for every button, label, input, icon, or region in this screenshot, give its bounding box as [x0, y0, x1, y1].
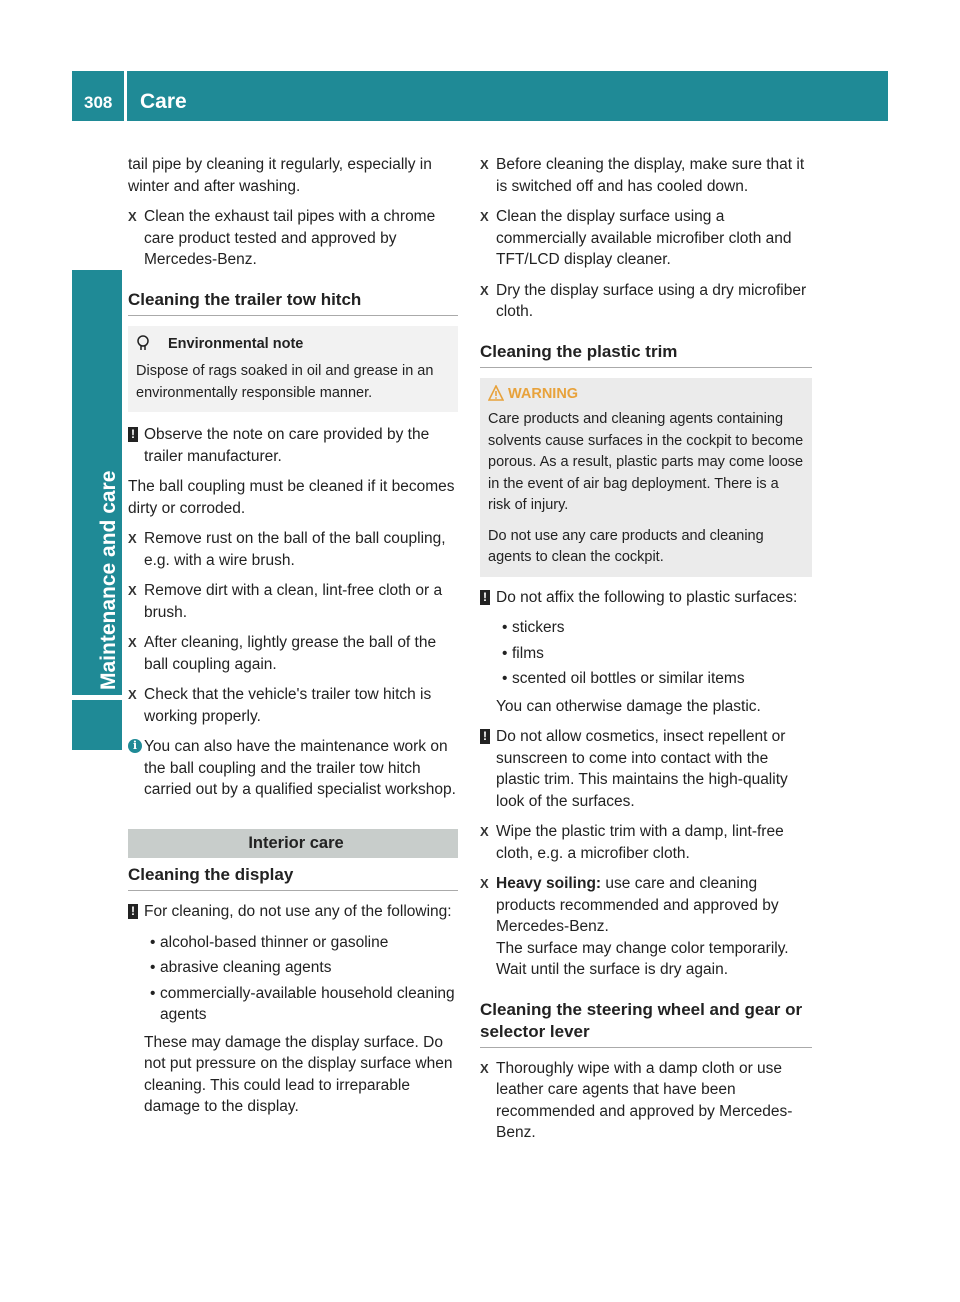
heavy-text-2: The surface may change color temporarily. Wait until the surface is dry again. [496, 939, 789, 978]
page-number: 308 [84, 93, 113, 112]
warning-triangle-icon [488, 385, 504, 401]
display-bullet-list [128, 932, 458, 1026]
header-divider [124, 71, 127, 121]
env-note-text: Dispose of rags soaked in oil and grease in an environmentally responsible manner. [136, 363, 434, 401]
step-display-2 [480, 206, 812, 271]
interior-care-band: Interior care [128, 829, 458, 859]
ball-text: The ball coupling must be cleaned if it becomes dirty or corroded. [128, 478, 455, 517]
step-heavy-soiling [480, 873, 812, 981]
notice-affix [480, 587, 812, 609]
list-item: • films [496, 643, 812, 665]
heavy-label: Heavy soiling: [496, 875, 602, 892]
x-mark-icon: X [128, 687, 137, 702]
step-ball-3 [128, 632, 458, 675]
bulb-icon [136, 335, 150, 352]
notice-text: Do not affix the following to plastic surfaces: [496, 588, 798, 606]
heading-trailer: Cleaning the trailer tow hitch [128, 289, 458, 316]
warning-text-1: Care products and cleaning agents containing solvents cause surfaces in the cockpit to become porous. As a result, plastic parts may come loose in the event of air bag deployment. There is a risk of injury. [488, 411, 804, 513]
notice-cosmetics [480, 726, 812, 812]
step-display-1 [480, 154, 812, 197]
step-text: Before cleaning the display, make sure that it is switched off and has cooled down. [496, 156, 805, 195]
notice-text: For cleaning, do not use any of the following: [144, 903, 452, 920]
x-mark-icon: X [480, 157, 489, 172]
notice-text: Do not allow cosmetics, insect repellent or sunscreen to come into contact with the plastic trim. This maintains the high-quality look of the surfaces. [496, 728, 788, 810]
exclamation-icon: ! [480, 729, 490, 744]
display-warning-text: These may damage the display surface. Do not put pressure on the display surface when cleaning. This could lead to irreparable damage to the display. [144, 1033, 453, 1115]
right-column [480, 154, 812, 1153]
affix-bullet-list [480, 617, 812, 690]
x-mark-icon: X [480, 824, 489, 839]
info-note [128, 736, 458, 801]
environmental-note [128, 326, 458, 413]
step-text: Thoroughly wipe with a damp cloth or use leather care agents that have been recommended and approved by Mercedes-Benz. [496, 1059, 793, 1141]
exclamation-icon: ! [480, 590, 490, 605]
intro-text: tail pipe by cleaning it regularly, especially in winter and after washing. [128, 156, 432, 195]
step-text: After cleaning, lightly grease the ball of the ball coupling again. [144, 634, 437, 673]
section-title: Care [140, 90, 187, 113]
notice-trailer [128, 424, 458, 467]
header-bar [72, 71, 888, 121]
step-text: Clean the display surface using a commercially available microfiber cloth and TFT/LCD display cleaner. [496, 208, 792, 268]
x-mark-icon: X [480, 209, 489, 224]
side-tab-label: Maintenance and care [97, 470, 120, 690]
step-text: Wipe the plastic trim with a damp, lint-free cloth, e.g. a microfiber cloth. [496, 823, 784, 862]
x-mark-icon: X [480, 876, 489, 891]
step-ball-1 [128, 528, 458, 571]
step-text: Dry the display surface using a dry microfiber cloth. [496, 281, 807, 320]
x-mark-icon: X [128, 635, 137, 650]
step-ball-4 [128, 684, 458, 727]
env-note-head [136, 334, 450, 356]
warning-text-2: Do not use any care products and cleaning agents to clean the cockpit. [488, 527, 764, 565]
x-mark-icon: X [480, 1060, 489, 1076]
env-note-title: Environmental note [168, 335, 304, 352]
warning-title: WARNING [508, 385, 579, 402]
list-item: • alcohol-based thinner or gasoline [144, 932, 458, 954]
heading-plastic: Cleaning the plastic trim [480, 341, 812, 368]
info-text: You can also have the maintenance work on the ball coupling and the trailer tow hitch carried out by a qualified specialist workshop. [144, 738, 456, 798]
info-icon: i [128, 739, 142, 753]
step-steering [480, 1058, 812, 1144]
step-text: Remove dirt with a clean, lint-free cloth or a brush. [144, 582, 443, 621]
side-square [72, 700, 122, 750]
heading-steering: Cleaning the steering wheel and gear or selector lever [480, 999, 812, 1048]
heavy-text: use care and cleaning products recommended and approved by Mercedes-Benz. [496, 875, 779, 935]
affix-after-text: You can otherwise damage the plastic. [496, 697, 761, 715]
list-item: • commercially-available household cleaning agents [144, 983, 458, 1026]
warning-box [480, 378, 812, 577]
notice-display [128, 901, 458, 923]
step-text: Clean the exhaust tail pipes with a chrome care product tested and approved by Mercedes-Benz. [144, 208, 436, 268]
warning-head [488, 384, 804, 406]
x-mark-icon: X [480, 282, 489, 298]
x-mark-icon: X [128, 531, 137, 546]
exclamation-icon: ! [128, 904, 138, 919]
step-text: Check that the vehicle's trailer tow hitch is working properly. [144, 686, 432, 725]
list-item: • abrasive cleaning agents [144, 957, 458, 979]
x-mark-icon: X [128, 583, 137, 598]
step-display-3 [480, 280, 812, 323]
heading-display: Cleaning the display [128, 864, 458, 891]
step-exhaust [128, 206, 458, 271]
list-item: • scented oil bottles or similar items [496, 668, 812, 690]
step-text: Remove rust on the ball of the ball coupling, e.g. with a wire brush. [144, 530, 446, 569]
left-column [128, 154, 458, 1127]
step-wipe [480, 821, 812, 864]
notice-text: Observe the note on care provided by the trailer manufacturer. [144, 426, 430, 465]
list-item: • stickers [496, 617, 812, 639]
step-ball-2 [128, 580, 458, 623]
exclamation-icon: ! [128, 427, 138, 442]
x-mark-icon: X [128, 209, 137, 224]
